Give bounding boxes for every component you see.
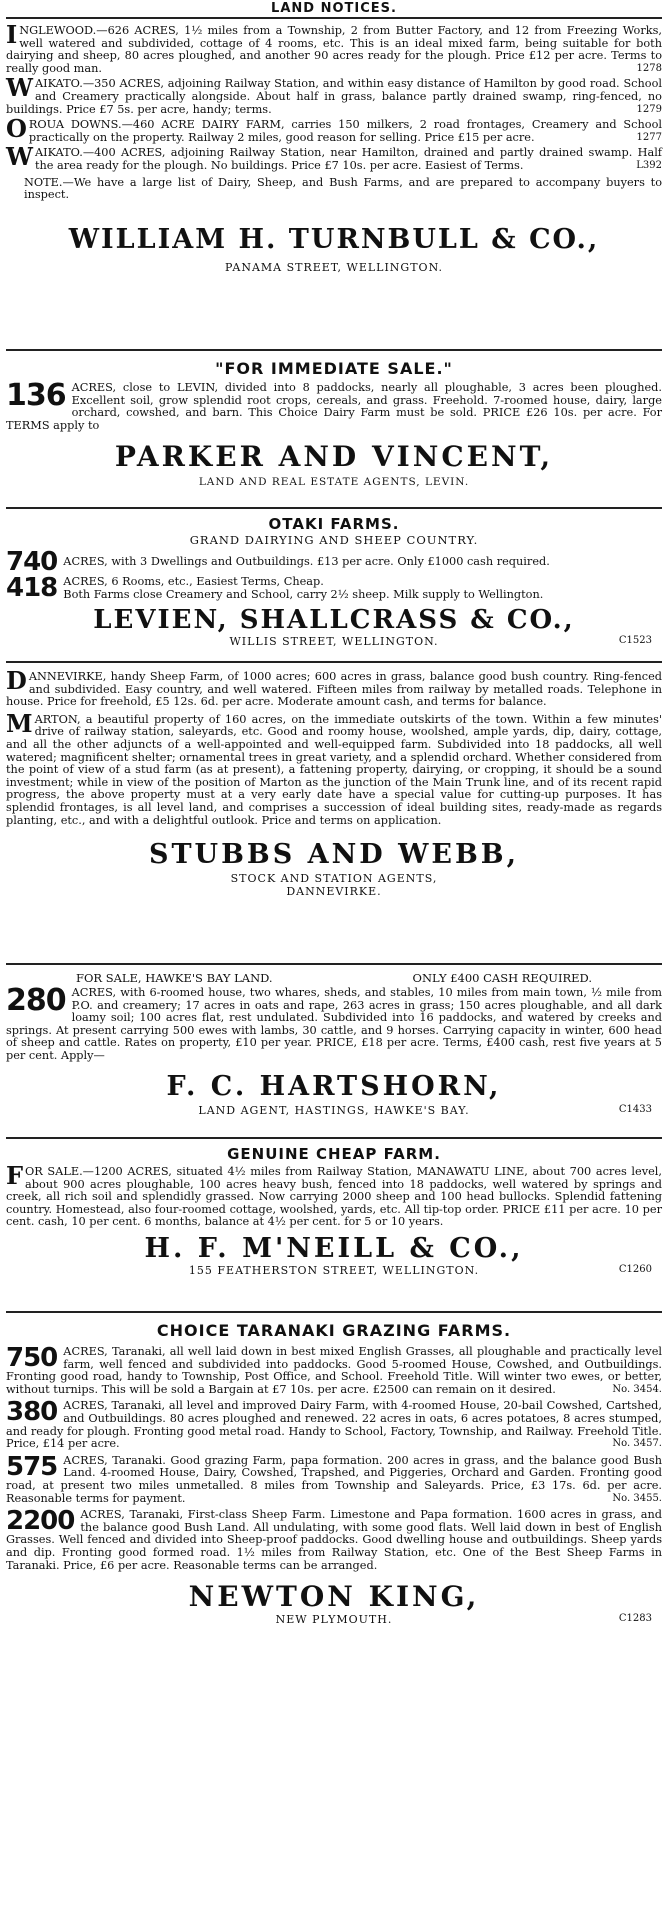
listing-text: AIKATO.—350 ACRES, adjoining Railway Station, and within easy distance of Hamilton by good road. School and Creamery practically alongside. About half in grass, balance partly drained swamp, ring-fenced, no buildings. Price £7 5s. per acre, handy; terms. — [6, 77, 662, 116]
parker-vincent-ad — [6, 351, 662, 507]
listing-text: ACRES, Taranaki, all well laid down in best mixed English Grasses, all ploughable and practically level farm, well fenced and subdivided into paddocks. Good 5-roomed House, Cowshed, and Outbuildings. Fronting good road, handy to Township, Post Office, and School. Freehold Title. Will winter two ewes, or better, without turnips. This will be sold a Bargain at £7 10s. per acre. £2500 can remain on it desired. — [6, 1345, 662, 1396]
firm-address: NEW PLYMOUTH. — [275, 1613, 393, 1627]
firm-address: PANAMA STREET, WELLINGTON. — [224, 260, 443, 274]
listing-text: NGLEWOOD.—626 ACRES, 1½ miles from a Township, 2 from Butter Factory, and 12 from Freezing Works, well watered and subdivided, cottage of 4 rooms, etc. This is an ideal mixed farm, being suitable for both dairying and sheep, 80 acres ploughed, and another 90 acres ready for the plough. Price £12 per acre. Terms to really good man. — [6, 24, 662, 75]
ad-title: GENUINE CHEAP FARM. — [227, 1145, 441, 1163]
listing-waikato-400 — [6, 142, 662, 172]
note-text: NOTE.—We have a large list of Dairy, Sheep, and Bush Farms, and are prepared to accompany buyers to inspect. — [24, 175, 662, 202]
listing-text: ROUA DOWNS.—460 ACRE DAIRY FARM, carries 150 milkers, 2 road frontages, Creamery and School practically on the property. Railway 2 miles, good reason for selling. Price £15 per acre. — [28, 118, 662, 144]
listing-2200 — [6, 1506, 662, 1572]
drop-cap: O — [6, 114, 27, 144]
ref-code: C1433 — [618, 1103, 652, 1115]
ad-title: "FOR IMMEDIATE SALE." — [215, 359, 453, 378]
ad-heading-right: ONLY £400 CASH REQUIRED. — [412, 971, 593, 985]
firm-name: F. C. HARTSHORN, — [166, 1070, 502, 1102]
ref-code: No. 3457. — [612, 1438, 662, 1450]
listing-750 — [6, 1343, 662, 1396]
drop-cap: W — [6, 142, 33, 172]
listing-marton — [6, 708, 662, 827]
firm-subtitle: LAND AND REAL ESTATE AGENTS, LEVIN. — [198, 476, 470, 489]
ref-code: 1277 — [636, 131, 662, 143]
ref-code: No. 3454. — [612, 1383, 662, 1395]
turnbull-ad — [6, 20, 662, 349]
hartshorn-ad — [6, 965, 662, 1137]
firm-address: 155 FEATHERSTON STREET, WELLINGTON. — [188, 1263, 480, 1277]
firm-name: H. F. M'NEILL & CO., — [144, 1232, 524, 1264]
ref-code: L392 — [636, 159, 662, 171]
otaki-farms-ad — [6, 509, 662, 661]
listing-inglewood — [6, 20, 662, 75]
ref-code: 1278 — [636, 62, 662, 74]
listing-text: ACRES, Taranaki, First-class Sheep Farm. Limestone and Papa formation. 1600 acres in grass, and the balance good Bush Land. All undulating, with some good flats. Well laid down in best of English Grasses. Well fenced and divided into Sheep-proof paddocks. Good dwelling house and outbuildings. Sheep yards and dip. Fronting good formed road. 1½ miles from Railway Station, etc. One of the Best Sheep Farms in Taranaki. Price, £6 per acre. Reasonable terms can be arranged. — [6, 1508, 662, 1572]
listing-text: ACRES, with 6-roomed house, two whares, sheds, and stables, 10 miles from main town, ½ mile from P.O. and creamery; 17 acres in oats and rape, 263 acres in grass; 150 acres ploughable, and all dark loamy soil; 100 acres flat, rest undulated. Subdivided into 16 paddocks, and watered by creeks and springs. At present carrying 500 ewes with lambs, 30 cattle, and 9 horses. Carrying capacity in winter, 600 head of sheep and cattle. Rates on property, £10 per year. PRICE, £18 per acre. Terms, £400 cash, rest five years at 5 per cent. Apply— — [6, 986, 662, 1062]
listing-text: ACRES, Taranaki, all level and improved Dairy Farm, with 4-roomed House, 20-bail Cowshed, Cartshed, and Outbuildings. 80 acres ploughed and renewed. 22 acres in oats, 6 acres potatoes, 8 acres stumped, and ready for plough. Fronting good metal road. Handy to School, Factory, Township, and Railway. Freehold Title. Price, £14 per acre. — [6, 1399, 662, 1451]
listing-text: ACRES, 6 Rooms, etc., Easiest Terms, Cheap. — [63, 575, 324, 588]
firm-subtitle: STOCK AND STATION AGENTS, — [230, 872, 438, 886]
ref-code: C1260 — [618, 1263, 652, 1275]
acreage-number: 2200 — [6, 1506, 75, 1537]
firm-name: STUBBS AND WEBB, — [148, 839, 520, 871]
newton-king-ad — [6, 1313, 662, 1713]
drop-cap: M — [6, 708, 33, 738]
ref-code: No. 3455. — [612, 1492, 662, 1504]
listing-text: AIKATO.—400 ACRES, adjoining Railway Station, near Hamilton, drained and partly drained swamp. Half the area ready for the plough. No buildings. Price £7 10s. per acre. Easiest of Terms. — [34, 146, 662, 172]
firm-subtitle: LAND AGENT, HASTINGS, HAWKE'S BAY. — [198, 1103, 470, 1117]
listing-dannevirke — [6, 666, 662, 709]
drop-cap: D — [6, 666, 27, 695]
acreage-number: 575 — [6, 1451, 58, 1482]
listing-text: ARTON, a beautiful property of 160 acres, on the immediate outskirts of the town. Within a few minutes' drive of railway station, saleyards, etc. Good and roomy house, woolshed, ample yards, dip, dairy, cottage, and all the other adjuncts of a well-appointed and well-equipped farm. Subdivided into 18 paddocks, all well watered; magnificent shelter; ornamental trees in great variety, and a splendid orchard. Whether considered from the point of view of a stud farm (as at present), a fattening property, dairying, or cropping, it should be a sound investment; while in view of the position of Marton as the junction of the Main Trunk line, and of its recent rapid progress, the above property must at a very early date have a special value for cutting-up purposes. It has splendid frontages, is all level land, and comprises a succession of ideal building sites, ready-made as regards planting, etc., and with a delightful outlook. Price and terms on application. — [6, 712, 662, 827]
listing-waikato-350 — [6, 73, 662, 116]
acreage-number: 750 — [6, 1343, 58, 1373]
acreage-number: 380 — [6, 1397, 58, 1428]
drop-cap: W — [6, 73, 33, 103]
listing-text: ACRES, close to LEVIN, divided into 8 paddocks, nearly all ploughable, 3 acres been ploughed. Excellent soil, grow splendid root crops, cereals, and grass. Freehold. 7-roomed house, dairy, large orchard, cowshed, and barn. This Choice Dairy Farm must be sold. PRICE £26 10s. per acre. For TERMS apply to — [6, 381, 662, 432]
ad-subtitle: GRAND DAIRYING AND SHEEP COUNTRY. — [189, 533, 479, 547]
firm-name: PARKER AND VINCENT, — [114, 440, 554, 474]
acreage-number: 740 — [6, 547, 58, 577]
firm-address: WILLIS STREET, WELLINGTON. — [229, 635, 439, 649]
acreage-number: 418 — [6, 573, 58, 603]
mcneill-ad — [6, 1139, 662, 1311]
section-header: LAND NOTICES. — [271, 1, 397, 16]
drop-cap: I — [6, 20, 18, 49]
listing-oroua-downs — [6, 114, 662, 144]
ref-code: C1283 — [618, 1613, 652, 1625]
firm-name: LEVIEN, SHALLCRASS & CO., — [93, 605, 575, 636]
listing-text: ACRES, with 3 Dwellings and Outbuildings. £13 per acre. Only £1000 cash required. — [63, 555, 550, 568]
listing-text: OR SALE.—1200 ACRES, situated 4½ miles from Railway Station, MANAWATU LINE, about 700 acres level, about 900 acres ploughable, 100 acres heavy bush, fenced into 18 paddocks, well watered by springs and creek, all rich soil and splendidly grassed. Now carrying 2000 sheep and 100 head bullocks. Splendid fattening country. Homestead, also four-roomed cottage, woolshed, yards, etc. All tip-top order. PRICE £11 per acre. 10 per cent. cash, 10 per cent. 6 months, balance at 4½ per cent. for 5 or 10 years. — [6, 1165, 662, 1229]
listing-text: Both Farms close Creamery and School, carry 2½ sheep. Milk supply to Wellington. — [63, 587, 544, 601]
listing-text: ANNEVIRKE, handy Sheep Farm, of 1000 acres; 600 acres in grass, balance good bush country. Ring-fenced and subdivided. Easy country, and well watered. Fifteen miles from railway by metalled roads. Telephone in house. Price for freehold, £5 12s. 6d. per acre. Moderate amount cash, and terms for balance. — [6, 670, 662, 709]
firm-town: DANNEVIRKE. — [286, 885, 382, 899]
listing-text: ACRES, Taranaki. Good grazing Farm, papa formation. 200 acres in grass, and the balance good Bush Land. 4-roomed House, Dairy, Cowshed, Trapshed, and Piggeries, Orchard and Garden. Fronting good road, at present two miles unmetalled. 8 miles from Township and Saleyards. Price, £3 17s. 6d. per acre. Reasonable terms for payment. — [6, 1453, 662, 1505]
listing-380 — [6, 1397, 662, 1451]
ref-code: 1279 — [636, 103, 662, 115]
ad-heading-left: FOR SALE, HAWKE'S BAY LAND. — [75, 971, 273, 985]
ad-title: OTAKI FARMS. — [268, 515, 400, 533]
ref-code: C1523 — [618, 635, 652, 647]
stubbs-webb-ad — [6, 663, 662, 963]
divider — [6, 17, 662, 19]
drop-cap: F — [6, 1161, 24, 1190]
acreage-number: 280 — [6, 983, 66, 1018]
listing-575 — [6, 1451, 662, 1505]
firm-name: WILLIAM H. TURNBULL & CO., — [68, 223, 600, 255]
firm-name: NEWTON KING, — [188, 1580, 480, 1614]
acreage-number: 136 — [6, 378, 66, 413]
ad-title: CHOICE TARANAKI GRAZING FARMS. — [156, 1321, 512, 1340]
